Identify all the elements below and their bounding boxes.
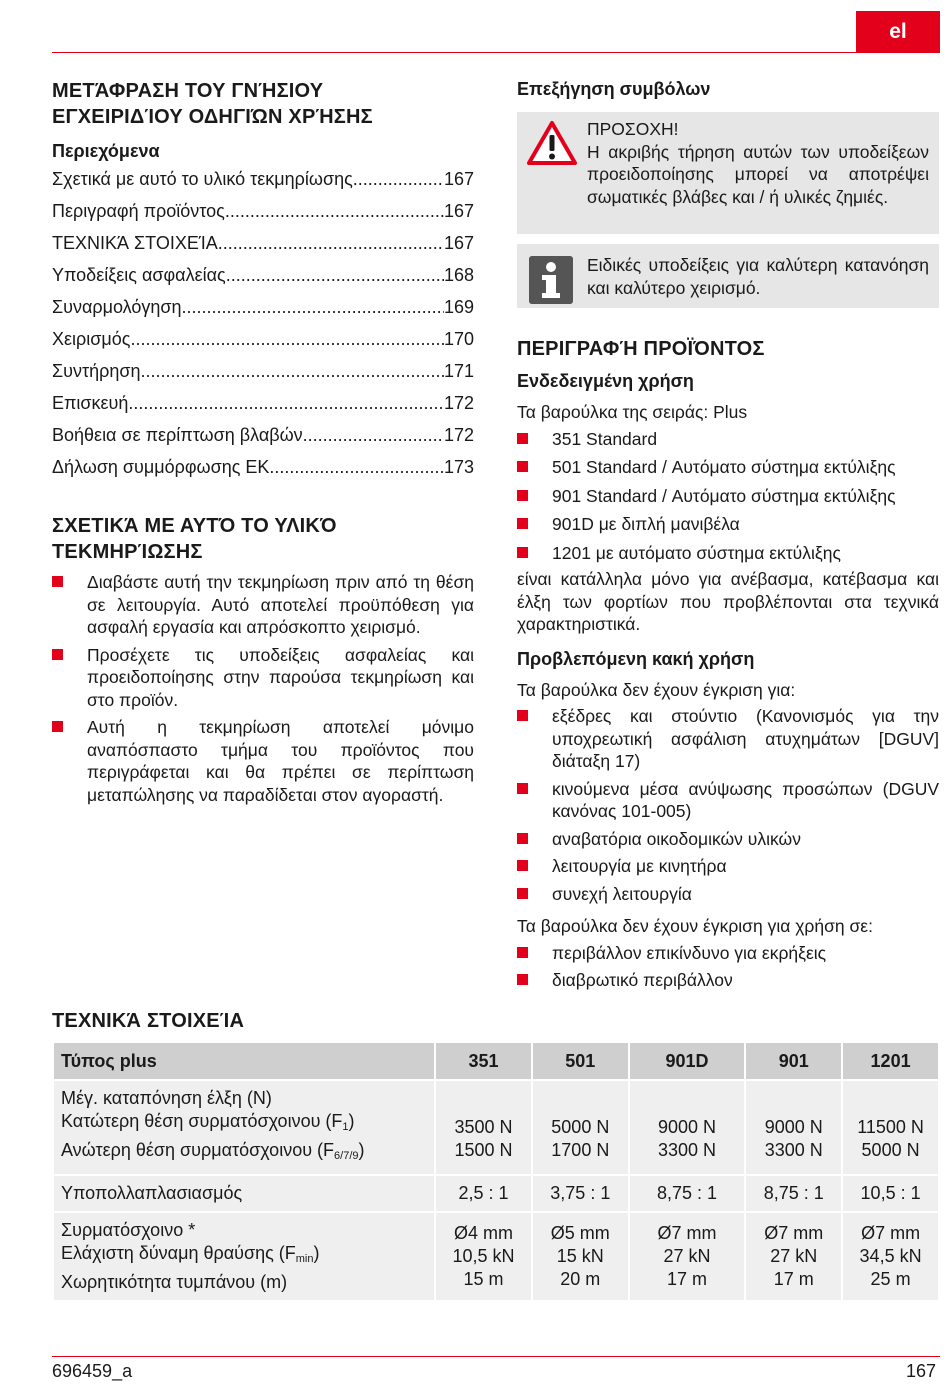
page-number: 167 [905,1361,936,1381]
document-title: ΜΕΤΆΦΡΑΣΗ ΤΟΥ ΓΝΉΣΙΟΥ ΕΓΧΕΙΡΙΔΊΟΥ ΟΔΗΓΙΏΝ ΧΡΉΣΗΣ [52,80,373,128]
bullet-icon [52,721,63,732]
table-cell: Ø7 mm 34,5 kN 25 m [842,1212,939,1301]
toc-entry-label: Βοήθεια σε περίπτωση βλαβών [52,425,303,445]
toc-leader-dots [353,163,444,195]
tech-data-table [52,1041,940,1302]
table-cell: 8,75 : 1 [629,1175,746,1212]
document-code: 696459_a [52,1361,133,1381]
list-item: 901D με διπλή μανιβέλα [517,513,939,536]
row-label: Μέγ. καταπόνηση έλξη (N) Κατώτερη θέση συρματόσχοινου $(F_1)$ Ανώτερη θέση συρματόσχοινου $(F_{6/7/9})$ [53,1080,435,1175]
toc-entry-label: Χειρισμός [52,329,131,349]
misuse-list [517,705,939,905]
bullet-icon [517,710,528,721]
table-cell: 9000 N 3300 N [745,1080,842,1175]
toc-entry-label: Περιγραφή προϊόντος [52,201,225,221]
warning-text-block [587,118,929,208]
toc-entry-page: 172 [443,393,474,413]
toc-entry[interactable] [52,419,474,451]
intended-use-list [517,428,939,565]
toc-entry[interactable] [52,451,474,483]
toc-entry-label: Συντήρηση [52,361,141,381]
about-list [52,571,474,806]
list-item: κινούμενα μέσα ανύψωσης προσώπων (DGUV κανόνας 101-005) [517,778,939,823]
table-header-cell: 351 [435,1042,532,1080]
list-item: εξέδρες και στούντιο (Κανονισμός για την υποχρεωτική ασφάλιση ατυχημάτων [DGUV] διάταξη 17) [517,705,939,773]
table-cell: 2,5 : 1 [435,1175,532,1212]
environment-list [517,942,939,992]
toc-entry[interactable] [52,259,474,291]
toc-entry[interactable] [52,291,474,323]
table-header-cell: 1201 [842,1042,939,1080]
language-tab: el [856,11,940,53]
bullet-icon [517,518,528,529]
table-header-cell: 901 [745,1042,842,1080]
toc-entry-label: ΤΕΧΝΙΚΆ ΣΤΟΙΧΕΊΑ [52,233,218,253]
toc-leader-dots [130,323,444,355]
toc-entry-page: 169 [443,297,474,317]
toc-leader-dots [226,259,444,291]
table-cell: 9000 N 3300 N [629,1080,746,1175]
warning-text: Η ακριβής τήρηση αυτών των υποδείξεων προειδοποίησης μπορεί να αποτρέψει σωματικές βλάβες και / ή υλικές ζημιές. [587,141,929,207]
bullet-icon [517,547,528,558]
table-cell: 8,75 : 1 [745,1175,842,1212]
list-item: περιβάλλον επικίνδυνο για εκρήξεις [517,942,939,965]
info-text: Ειδικές υποδείξεις για καλύτερη κατανόηση και καλύτερο χειρισμό. [587,255,929,298]
info-icon [529,256,573,304]
toc-entry-label: Επισκευή [52,393,129,413]
toc-entry[interactable] [52,227,474,259]
list-item: αναβατόρια οικοδομικών υλικών [517,828,939,851]
toc-entry-page: 167 [443,233,474,253]
list-item: 351 Standard [517,428,939,451]
table-header-cell: Τύπος plus [53,1042,435,1080]
toc-entry[interactable] [52,355,474,387]
table-cell: 5000 N 1700 N [532,1080,629,1175]
product-description-title: ΠΕΡΙΓΡΑΦΉ ΠΡΟΪΌΝΤΟΣ [517,338,765,360]
misuse-heading: Προβλεπόμενη κακή χρήση [517,648,755,669]
toc-entry[interactable] [52,323,474,355]
bullet-icon [517,860,528,871]
toc-leader-dots [269,451,444,483]
list-item: Αυτή η τεκμηρίωση αποτελεί μόνιμο αναπόσπαστο τμήμα του προϊόντος που περιγράφεται και θα πρέπει σε περίπτωση μεταπώλησης να παραδίδεται στον αγοραστή. [52,716,474,806]
list-item: συνεχή λειτουργία [517,883,939,906]
warning-title: ΠΡΟΣΟΧΗ! [587,119,679,139]
table-row [53,1175,939,1212]
toc-leader-dots [140,355,443,387]
bullet-icon [517,833,528,844]
table-cell: 10,5 : 1 [842,1175,939,1212]
table-cell: 3500 N 1500 N [435,1080,532,1175]
table-cell: Ø7 mm 27 kN 17 m [629,1212,746,1301]
table-cell: Ø7 mm 27 kN 17 m [745,1212,842,1301]
misuse-intro: Τα βαρούλκα δεν έχουν έγκριση για: [517,679,796,700]
toc-leader-dots [225,195,444,227]
row-label: Υποπολλαπλασιασμός [53,1175,435,1212]
list-item: 901 Standard / Αυτόματο σύστημα εκτύλιξης [517,485,939,508]
intended-use-heading: Ενδεδειγμένη χρήση [517,371,694,391]
toc-heading: Περιεχόμενα [52,141,160,161]
toc-entry-label: Συναρμολόγηση [52,297,182,317]
toc-leader-dots [182,291,444,323]
table-row [53,1080,939,1175]
bullet-icon [517,433,528,444]
warning-triangle-icon [526,120,578,166]
list-item: 1201 με αυτόματο σύστημα εκτύλιξης [517,542,939,565]
list-item: διαβρωτικό περιβάλλον [517,969,939,992]
list-item: 501 Standard / Αυτόματο σύστημα εκτύλιξης [517,456,939,479]
toc-entry-label: Υποδείξεις ασφαλείας [52,265,226,285]
right-column [517,78,939,992]
list-item: Διαβάστε αυτή την τεκμηρίωση πριν από τη θέση σε λειτουργία. Αυτό αποτελεί προϋπόθεση για ασφαλή εργασία και απρόσκοπτο χειρισμό. [52,571,474,639]
toc-leader-dots [303,419,444,451]
toc-entry-page: 170 [443,329,474,349]
bullet-icon [52,649,63,660]
toc-entry-page: 173 [443,457,474,477]
intended-use-intro: Τα βαρούλκα της σειράς: Plus [517,402,748,422]
row-label: Συρματόσχοινο * Ελάχιστη δύναμη θραύσης $(F_{min})$ Χωρητικότητα τυμπάνου (m) [53,1212,435,1301]
bullet-icon [517,490,528,501]
toc-entry-page: 167 [443,169,474,189]
footer-rule [52,1356,940,1357]
bullet-icon [52,576,63,587]
info-box [517,244,939,308]
environment-intro: Τα βαρούλκα δεν έχουν έγκριση για χρήση σε: [517,916,873,936]
toc-entry[interactable] [52,195,474,227]
list-item: λειτουργία με κινητήρα [517,855,939,878]
table-cell: Ø5 mm 15 kN 20 m [532,1212,629,1301]
table-cell: Ø4 mm 10,5 kN 15 m [435,1212,532,1301]
table-of-contents [52,163,474,483]
list-item: Προσέχετε τις υποδείξεις ασφαλείας και προειδοποίησης στην παρούσα τεκμηρίωση και στο προϊόν. [52,644,474,712]
toc-leader-dots [218,227,444,259]
bullet-icon [517,783,528,794]
toc-entry-label: Σχετικά με αυτό το υλικό τεκμηρίωσης [52,169,353,189]
bullet-icon [517,461,528,472]
header-rule [52,52,940,53]
tech-data-title: ΤΕΧΝΙΚΆ ΣΤΟΙΧΕΊΑ [52,1010,245,1032]
warning-box [517,112,939,234]
toc-entry-label: Δήλωση συμμόρφωσης ΕΚ [52,457,270,477]
about-section-title: ΣΧΕΤΙΚΆ ΜΕ ΑΥΤΌ ΤΟ ΥΛΙΚΌ ΤΕΚΜΗΡΊΩΣΗΣ [52,515,337,563]
table-row [53,1212,939,1301]
symbols-heading: Επεξήγηση συμβόλων [517,79,711,99]
bullet-icon [517,888,528,899]
table-cell: 11500 N 5000 N [842,1080,939,1175]
toc-entry[interactable] [52,387,474,419]
table-cell: 3,75 : 1 [532,1175,629,1212]
toc-leader-dots [128,387,444,419]
left-column [52,78,474,806]
toc-entry-page: 168 [443,265,474,285]
bullet-icon [517,974,528,985]
intended-use-outro: είναι κατάλληλα μόνο για ανέβασμα, κατέβασμα και έλξη των φορτίων που προβλέπονται στα τεχνικά χαρακτηριστικά. [517,569,939,634]
toc-entry-page: 171 [443,361,474,381]
bullet-icon [517,947,528,958]
table-header-cell: 501 [532,1042,629,1080]
table-header-cell: 901D [629,1042,746,1080]
toc-entry-page: 172 [443,425,474,445]
table-header-row [53,1042,939,1080]
toc-entry[interactable] [52,163,474,195]
toc-entry-page: 167 [443,201,474,221]
